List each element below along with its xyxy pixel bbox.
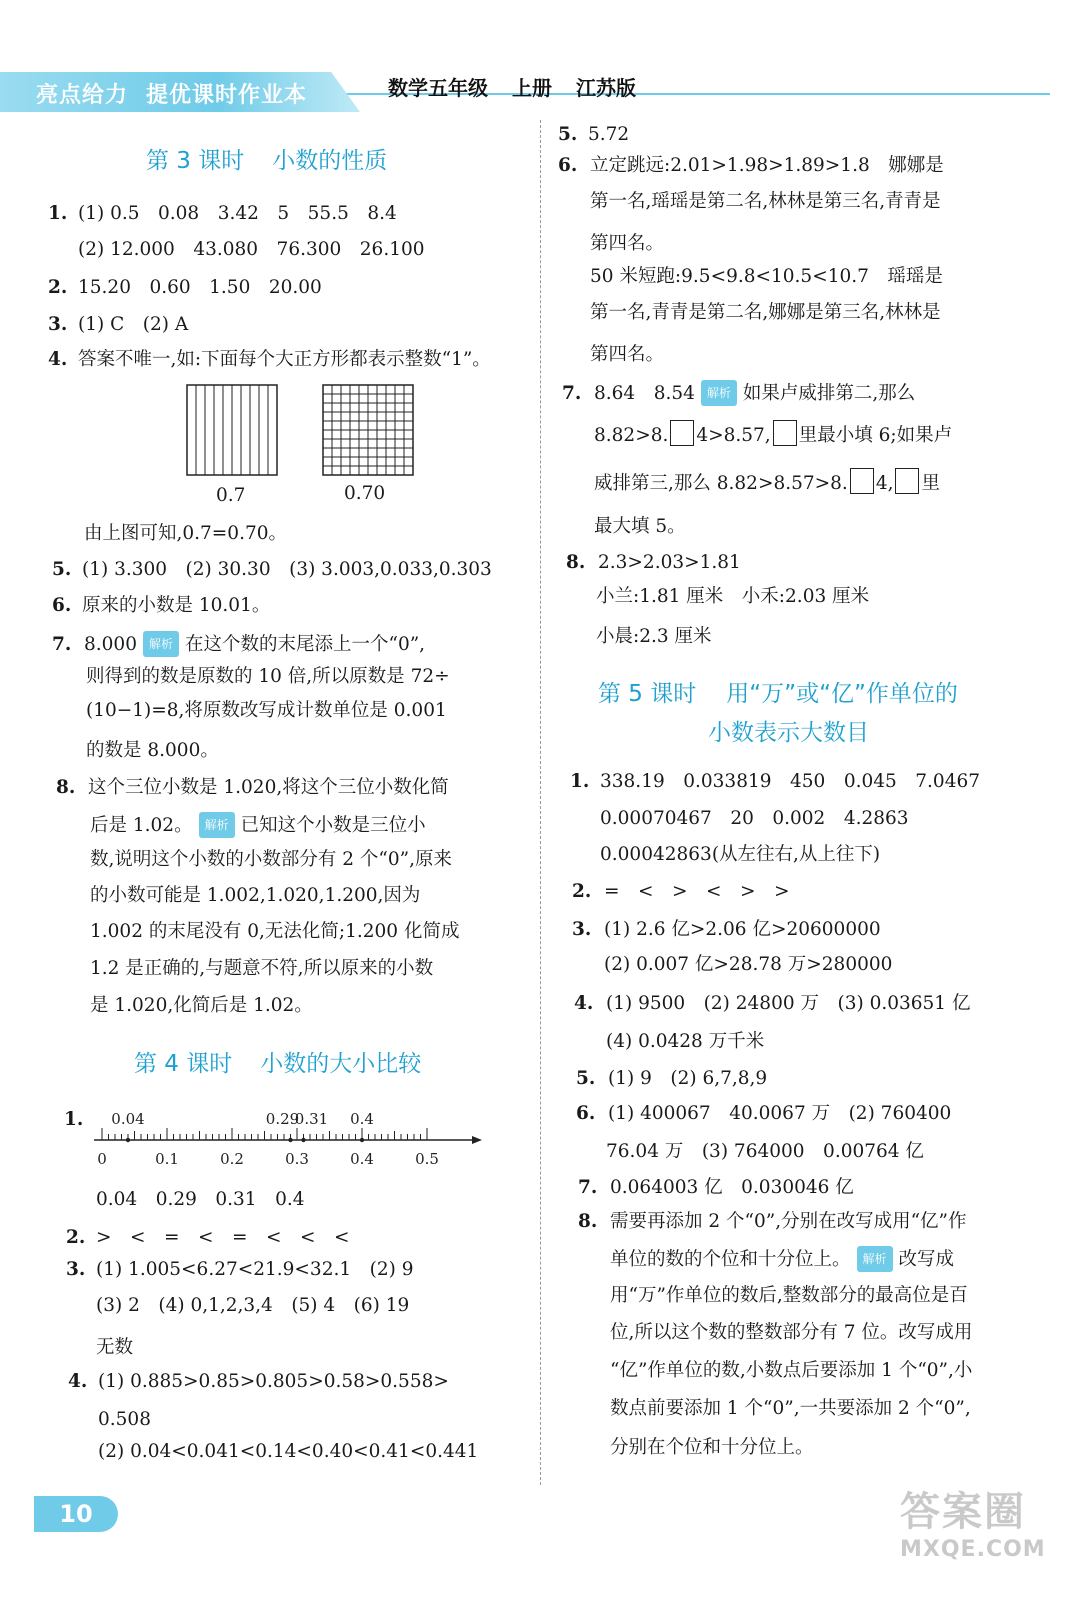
analysis-tag: 解析 bbox=[199, 812, 235, 838]
l-q1-a: 1. (1) 0.5 0.08 3.42 5 55.5 8.4 bbox=[48, 203, 397, 224]
r5-q4-b: (4) 0.0428 万千米 bbox=[606, 1031, 765, 1052]
r5-q8-line3: 用“万”作单位的数后,整数部分的最高位是百 bbox=[610, 1285, 968, 1306]
l4-q4-b: 0.508 bbox=[98, 1409, 151, 1430]
l4-q1-answer: 0.04 0.29 0.31 0.4 bbox=[96, 1189, 305, 1210]
tenths-figure bbox=[186, 384, 278, 476]
r5-q1-a: 1. 338.19 0.033819 450 0.045 7.0467 bbox=[570, 771, 981, 792]
r-q7-line3: 威排第三,那么 8.82>8.57>8. 4, 里 bbox=[594, 468, 940, 496]
l-q8-line7: 是 1.020,化简后是 1.02。 bbox=[90, 995, 313, 1016]
l4-q2: 2. > < = < = < < < bbox=[66, 1227, 350, 1248]
r5-q1-b: 0.00070467 20 0.002 4.2863 bbox=[600, 808, 909, 829]
number-line-point-label: 0.04 bbox=[111, 1110, 145, 1128]
number-line-tick-label: 0.4 bbox=[350, 1150, 374, 1168]
l4-q4-c: (2) 0.04<0.041<0.14<0.40<0.41<0.441 bbox=[98, 1441, 479, 1462]
r-q7-line2: 8.82>8. 4>8.57, 里最小填 6;如果卢 bbox=[594, 420, 952, 448]
l-q8-line5: 1.002 的末尾没有 0,无法化简;1.200 化简成 bbox=[90, 921, 460, 942]
watermark-title: 答案圈 bbox=[900, 1489, 1026, 1535]
l-q4: 4. 答案不唯一,如:下面每个大正方形都表示整数“1”。 bbox=[48, 349, 491, 370]
page-number: 10 bbox=[34, 1496, 118, 1532]
l-q7-line2: 则得到的数是原数的 10 倍,所以原数是 72÷ bbox=[86, 666, 450, 687]
l4-q4-a: 4. (1) 0.885>0.85>0.805>0.58>0.558> bbox=[68, 1371, 449, 1392]
watermark-url: MXQE.COM bbox=[900, 1537, 1046, 1562]
l-q7-line1: 7. 8.000 解析 在这个数的末尾添上一个“0”, bbox=[52, 631, 425, 657]
blank-box bbox=[670, 420, 694, 446]
number-line-point bbox=[288, 1138, 292, 1142]
l4-q3-a: 3. (1) 1.005<6.27<21.9<32.1 (2) 9 bbox=[66, 1259, 414, 1280]
number-line-point-label: 0.31 bbox=[294, 1110, 329, 1128]
r-q8-line3: 小晨:2.3 厘米 bbox=[596, 626, 712, 647]
r-q6-line2: 第一名,瑶瑶是第二名,林林是第三名,青青是 bbox=[590, 191, 941, 212]
r-q5: 5. 5.72 bbox=[558, 124, 630, 145]
r5-q6-b: 76.04 万 (3) 764000 0.00764 亿 bbox=[606, 1141, 924, 1162]
r5-q2: 2. = < > < > > bbox=[572, 881, 790, 902]
l-q2: 2. 15.20 0.60 1.50 20.00 bbox=[48, 277, 322, 298]
blank-box bbox=[773, 420, 797, 446]
l-q8-line4: 的小数可能是 1.002,1.020,1.200,因为 bbox=[90, 885, 421, 906]
l-q7-line4: 的数是 8.000。 bbox=[86, 740, 219, 761]
r5-q8-line5: “亿”作单位的数,小数点后要添加 1 个“0”,小 bbox=[610, 1360, 973, 1381]
r5-q5: 5. (1) 9 (2) 6,7,8,9 bbox=[576, 1068, 768, 1089]
r-q6-line4: 50 米短跑:9.5<9.8<10.5<10.7 瑶瑶是 bbox=[590, 266, 943, 287]
r-q7-line1: 7. 8.64 8.54 解析 如果卢威排第二,那么 bbox=[562, 380, 915, 406]
r-q6-line3: 第四名。 bbox=[590, 233, 665, 254]
watermark bbox=[900, 1480, 1046, 1562]
book-name: 提优课时作业本 bbox=[146, 83, 308, 108]
l-q8-line6: 1.2 是正确的,与题意不符,所以原来的小数 bbox=[90, 958, 434, 979]
l-q7-line3: (10−1)=8,将原数改写成计数单位是 0.001 bbox=[86, 700, 447, 721]
r5-q1-c: 0.00042863(从左往右,从上往下) bbox=[600, 844, 881, 865]
number-line-point-label: 0.29 bbox=[265, 1110, 300, 1128]
r5-q8-line7: 分别在个位和十分位上。 bbox=[610, 1437, 814, 1458]
number-line bbox=[90, 1106, 490, 1170]
r-q8-line1: 8. 2.3>2.03>1.81 bbox=[566, 552, 741, 573]
l-q4-conclusion: 由上图可知,0.7=0.70。 bbox=[84, 523, 287, 544]
l4-q3-b: (3) 2 (4) 0,1,2,3,4 (5) 4 (6) 19 bbox=[96, 1295, 410, 1316]
number-line-point bbox=[126, 1138, 130, 1142]
l-q8-line2: 后是 1.02。 解析 已知这个小数是三位小 bbox=[90, 812, 426, 838]
analysis-tag: 解析 bbox=[701, 380, 737, 406]
l-q6: 6. 原来的小数是 10.01。 bbox=[52, 595, 271, 616]
figure-label-tenths: 0.7 bbox=[216, 485, 246, 506]
r-q6-line6: 第四名。 bbox=[590, 344, 665, 365]
l-q8-line1: 8. 这个三位小数是 1.020,将这个三位小数化简 bbox=[56, 777, 449, 798]
section-title-lesson3: 第 3 课时 小数的性质 bbox=[146, 148, 388, 174]
number-line-point bbox=[360, 1138, 364, 1142]
analysis-tag: 解析 bbox=[857, 1246, 893, 1272]
section-title-lesson5-line2: 小数表示大数目 bbox=[708, 720, 869, 746]
number-line-marks bbox=[111, 1110, 374, 1142]
r5-q8-line6: 数点前要添加 1 个“0”,一共要添加 2 个“0”, bbox=[610, 1398, 971, 1419]
r5-q4-a: 4. (1) 9500 (2) 24800 万 (3) 0.03651 亿 bbox=[574, 993, 971, 1014]
header-series bbox=[36, 78, 325, 109]
number-line-tick-label: 0.1 bbox=[155, 1150, 179, 1168]
column-divider bbox=[540, 120, 541, 1485]
number-line-point bbox=[301, 1138, 305, 1142]
blank-box bbox=[850, 468, 874, 494]
r5-q8-line1: 8. 需要再添加 2 个“0”,分别在改写成用“亿”作 bbox=[578, 1211, 967, 1232]
analysis-tag: 解析 bbox=[143, 631, 179, 657]
number-line-ticks bbox=[102, 1128, 427, 1140]
number-line-point-label: 0.4 bbox=[350, 1110, 374, 1128]
l4-q1-num: 1. bbox=[64, 1109, 84, 1130]
r5-q8-line4: 位,所以这个数的整数部分有 7 位。改写成用 bbox=[610, 1322, 973, 1343]
l4-q3-c: 无数 bbox=[96, 1337, 134, 1358]
r-q6-line5: 第一名,青青是第二名,娜娜是第三名,林林是 bbox=[590, 302, 941, 323]
header-meta bbox=[388, 72, 660, 101]
series-name: 亮点给力 bbox=[36, 83, 129, 108]
r5-q3-b: (2) 0.007 亿>28.78 万>280000 bbox=[604, 954, 893, 975]
figure-label-hundredths: 0.70 bbox=[344, 483, 386, 504]
l-q3: 3. (1) C (2) A bbox=[48, 314, 189, 335]
l-q8-line3: 数,说明这个小数的小数部分有 2 个“0”,原来 bbox=[90, 849, 452, 870]
number-line-arrow bbox=[472, 1136, 482, 1144]
r-q8-line2: 小兰:1.81 厘米 小禾:2.03 厘米 bbox=[596, 586, 870, 607]
section-title-lesson4: 第 4 课时 小数的大小比较 bbox=[134, 1051, 422, 1077]
r-q6-line1: 6. 立定跳远:2.01>1.98>1.89>1.8 娜娜是 bbox=[558, 155, 944, 176]
r5-q7: 7. 0.064003 亿 0.030046 亿 bbox=[578, 1177, 854, 1198]
volume: 上册 bbox=[512, 76, 552, 100]
subject: 数学五年级 bbox=[388, 76, 488, 100]
edition: 江苏版 bbox=[576, 76, 636, 100]
hundredths-figure bbox=[322, 384, 414, 476]
number-line-tick-label: 0.3 bbox=[285, 1150, 309, 1168]
number-line-tick-label: 0.2 bbox=[220, 1150, 244, 1168]
r5-q8-line2: 单位的数的个位和十分位上。 解析 改写成 bbox=[610, 1246, 954, 1272]
r5-q6-a: 6. (1) 400067 40.0067 万 (2) 760400 bbox=[576, 1103, 952, 1124]
section-title-lesson5: 第 5 课时 用“万”或“亿”作单位的 bbox=[598, 681, 958, 707]
tenths-stripes bbox=[196, 385, 268, 475]
r-q7-line4: 最大填 5。 bbox=[594, 516, 686, 537]
hundredths-grid bbox=[323, 385, 413, 475]
l-q1-b: (2) 12.000 43.080 76.300 26.100 bbox=[78, 239, 425, 260]
number-line-labels bbox=[97, 1150, 439, 1168]
l-q5: 5. (1) 3.300 (2) 30.30 (3) 3.003,0.033,0.303 bbox=[52, 559, 492, 580]
number-line-tick-label: 0.5 bbox=[415, 1150, 439, 1168]
blank-box bbox=[895, 468, 919, 494]
r5-q3-a: 3. (1) 2.6 亿>2.06 亿>20600000 bbox=[572, 919, 881, 940]
number-line-tick-label: 0 bbox=[97, 1150, 107, 1168]
